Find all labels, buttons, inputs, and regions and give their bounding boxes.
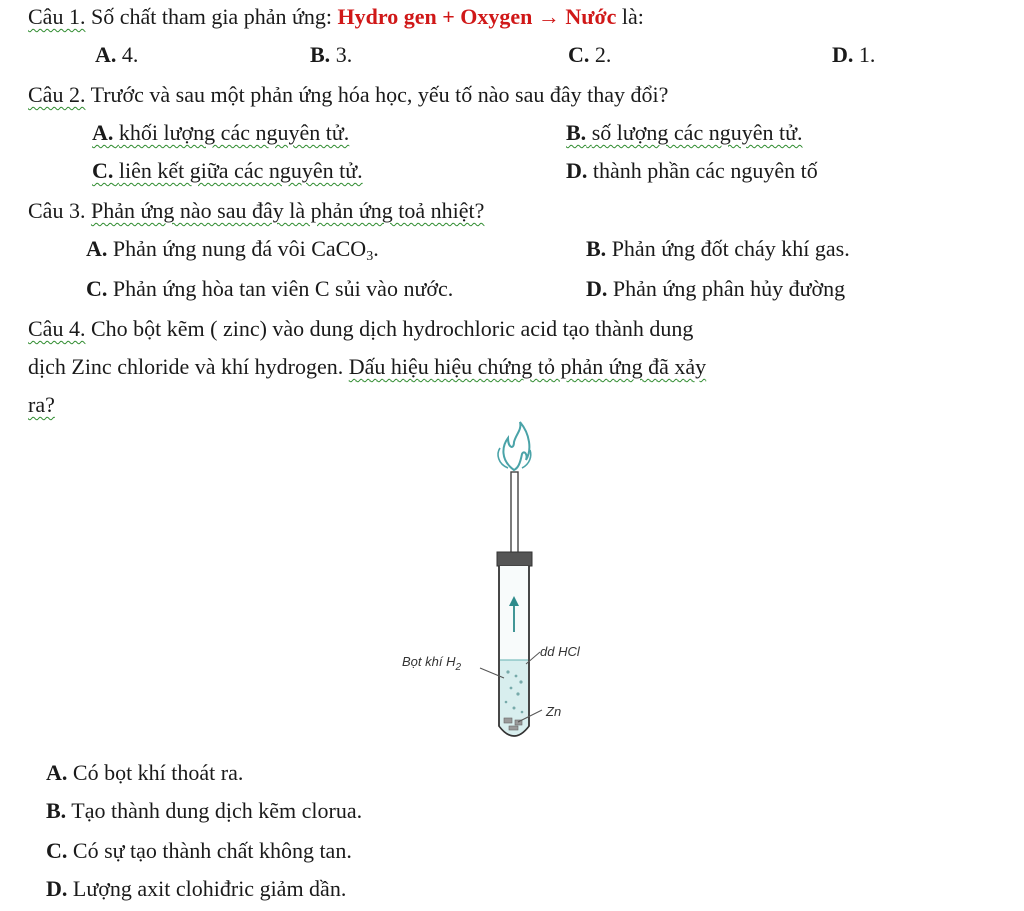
q1-prefix: Câu 1. bbox=[28, 4, 86, 29]
label-gas: Bọt khí $H_2$ bbox=[402, 654, 462, 673]
delivery-tube bbox=[511, 472, 518, 564]
q1-stem bbox=[28, 4, 644, 30]
q3-text: Phản ứng nào sau đây là phản ứng toả nhiệt? bbox=[90, 198, 485, 223]
q2-stem bbox=[28, 82, 668, 108]
q1-suffix: là: bbox=[621, 4, 644, 29]
flame-icon bbox=[503, 422, 529, 470]
q1-option-d[interactable]: D. 1. bbox=[832, 42, 876, 67]
q2-text: Trước và sau một phản ứng hóa học, yếu tố nào sau đây thay đổi? bbox=[90, 82, 669, 107]
q1-option-c[interactable]: C. 2. bbox=[568, 42, 612, 67]
q2-option-d[interactable]: D. thành phần các nguyên tố bbox=[566, 158, 818, 183]
q4-option-d[interactable]: D. Lượng axit clohiđric giảm dần. bbox=[46, 876, 347, 901]
q4-prefix: Câu 4. bbox=[28, 316, 86, 341]
reaction-figure bbox=[390, 420, 630, 750]
hcl-solution bbox=[500, 660, 528, 735]
test-tube-diagram bbox=[390, 420, 630, 750]
q2-option-a[interactable]: A. khối lượng các nguyên tử. bbox=[92, 120, 350, 145]
q4-option-c[interactable]: C. Có sự tạo thành chất không tan. bbox=[46, 838, 352, 863]
q3-option-b[interactable]: B. Phản ứng đốt cháy khí gas. bbox=[586, 236, 850, 261]
q3-stem bbox=[28, 198, 484, 224]
q3-prefix: Câu 3. bbox=[28, 198, 86, 223]
q2-option-b[interactable]: B. số lượng các nguyên tử. bbox=[566, 120, 803, 145]
q3-option-a[interactable]: A. Phản ứng nung đá vôi CaCO$_3$. bbox=[86, 236, 379, 264]
label-acid: dd HCl bbox=[540, 644, 580, 659]
q3-option-d[interactable]: D. Phản ứng phân hủy đường bbox=[586, 276, 846, 301]
q2-option-c[interactable]: C. liên kết giữa các nguyên tử. bbox=[92, 158, 363, 183]
q2-prefix: Câu 2. bbox=[28, 82, 86, 107]
label-zn: Zn bbox=[546, 704, 562, 719]
q4-stem-line2: dịch Zinc chloride và khí hydrogen. Dấu hiệu hiệu chứng tỏ phản ứng đã xảy bbox=[28, 354, 707, 379]
q4-option-a[interactable]: A. Có bọt khí thoát ra. bbox=[46, 760, 244, 785]
stopper bbox=[497, 552, 532, 566]
q4-stem-line3: ra? bbox=[28, 392, 55, 417]
q4-stem-line1: Câu 4. Cho bột kẽm ( zinc) vào dung dịch hydrochloric acid tạo thành dung bbox=[28, 316, 694, 341]
q4-option-b[interactable]: B. Tạo thành dung dịch kẽm clorua. bbox=[46, 798, 363, 823]
q1-option-a[interactable]: A. 4. bbox=[95, 42, 139, 67]
q3-option-c[interactable]: C. Phản ứng hòa tan viên C sủi vào nước. bbox=[86, 276, 454, 301]
q1-text: Số chất tham gia phản ứng: bbox=[90, 4, 332, 29]
q1-option-b[interactable]: B. 3. bbox=[310, 42, 353, 67]
q1-equation: Hydro gen + Oxygen → Nước bbox=[337, 4, 617, 29]
